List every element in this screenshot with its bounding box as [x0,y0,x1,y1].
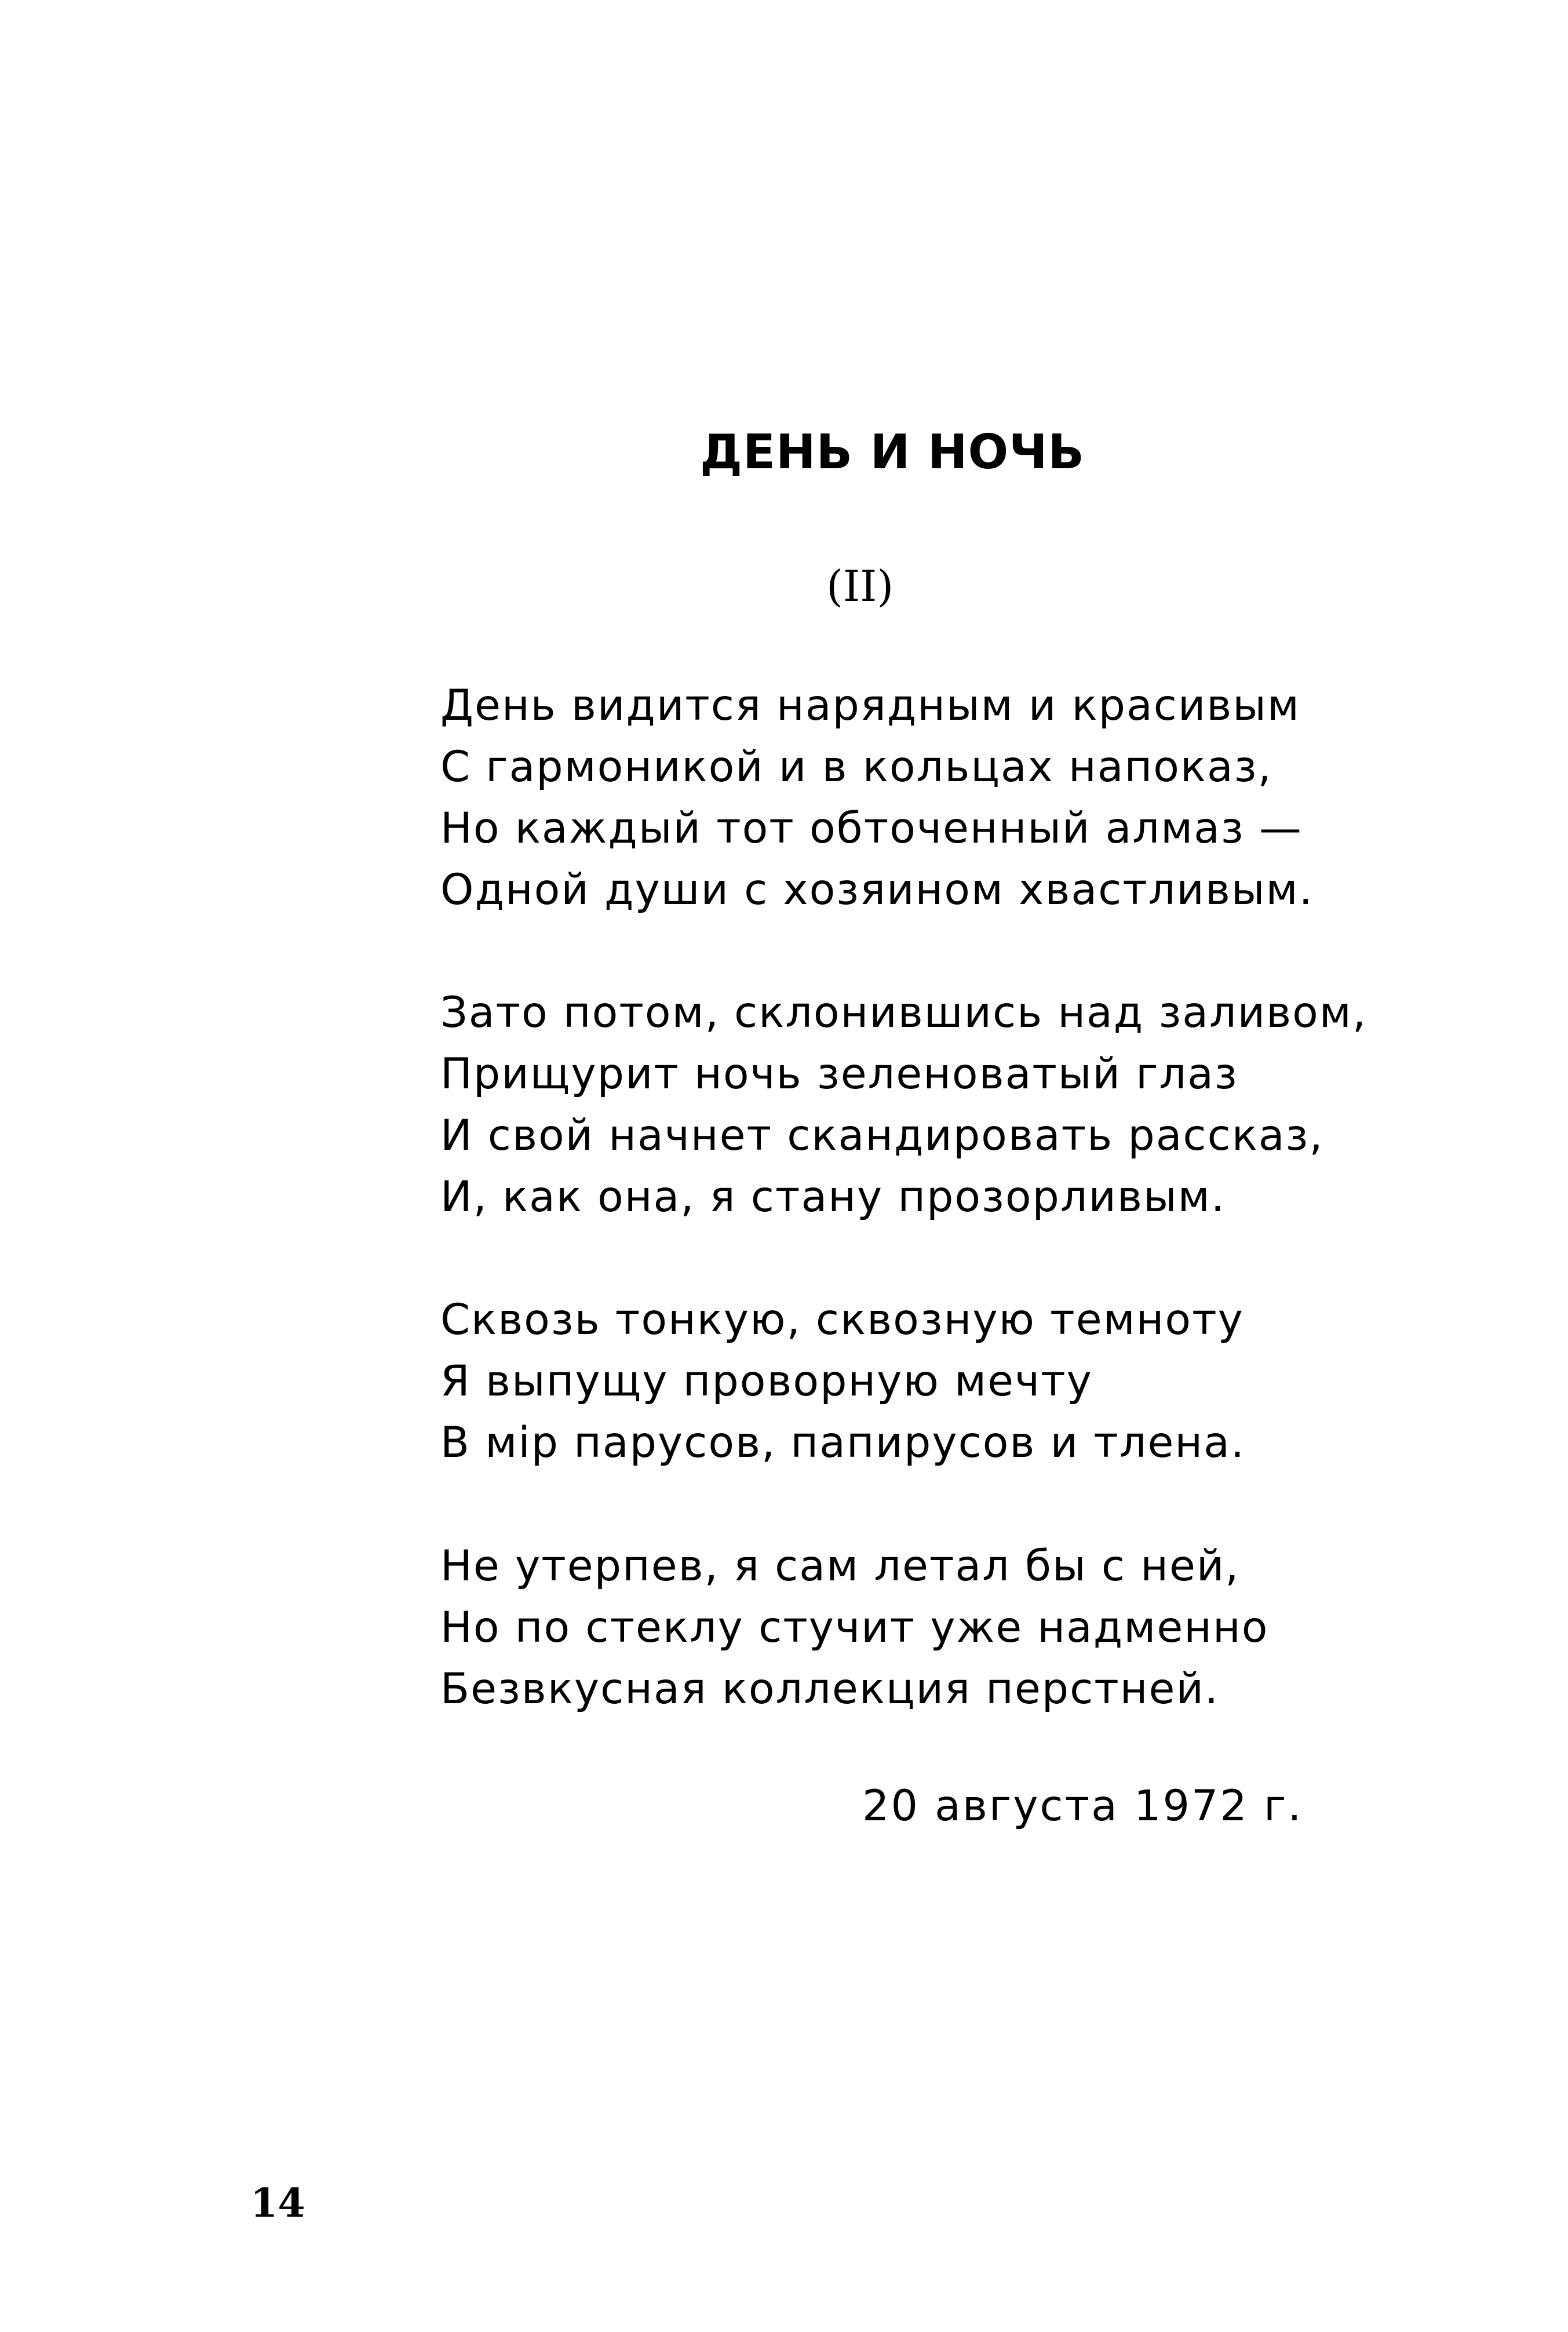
poem-line: Но по стеклу стучит уже надменно [440,1603,1269,1652]
poem-line: Не утерпев, я сам летал бы с ней, [440,1542,1240,1591]
poem-line: Одной души с хозяином хвастливым. [440,865,1314,914]
poem-line: И, как она, я стану прозорливым. [440,1172,1226,1222]
poem-line: Но каждый тот обточенный алмаз — [440,804,1303,853]
stanza-4 [440,1536,1268,1720]
poem-line: И свой начнет скандировать рассказ, [440,1111,1324,1160]
poem-date: 20 августа 1972 г. [862,1781,1303,1831]
page-number: 14 [250,2180,305,2227]
poem-line: Зато потом, склонившись над заливом, [440,988,1368,1037]
poem-line: Я выпущу проворную мечту [440,1357,1093,1406]
stanza-2 [440,982,1367,1228]
stanza-1 [440,675,1314,921]
poem-line: Прищурит ночь зеленоватый глаз [440,1050,1238,1099]
poem-line: Сквозь тонкую, сквозную темноту [440,1295,1244,1344]
poem-line: С гармоникой и в кольцах напоказ, [440,742,1272,792]
poem-subtitle: (II) [826,562,894,611]
poem-line: Безвкусная коллекция перстней. [440,1664,1220,1714]
poem-line: День видится нарядным и красивым [440,681,1301,730]
poem-line: В мір парусов, папирусов и тлена. [440,1418,1246,1467]
stanza-3 [440,1289,1245,1474]
poem-title: ДЕНЬ И НОЧЬ [700,425,1085,480]
